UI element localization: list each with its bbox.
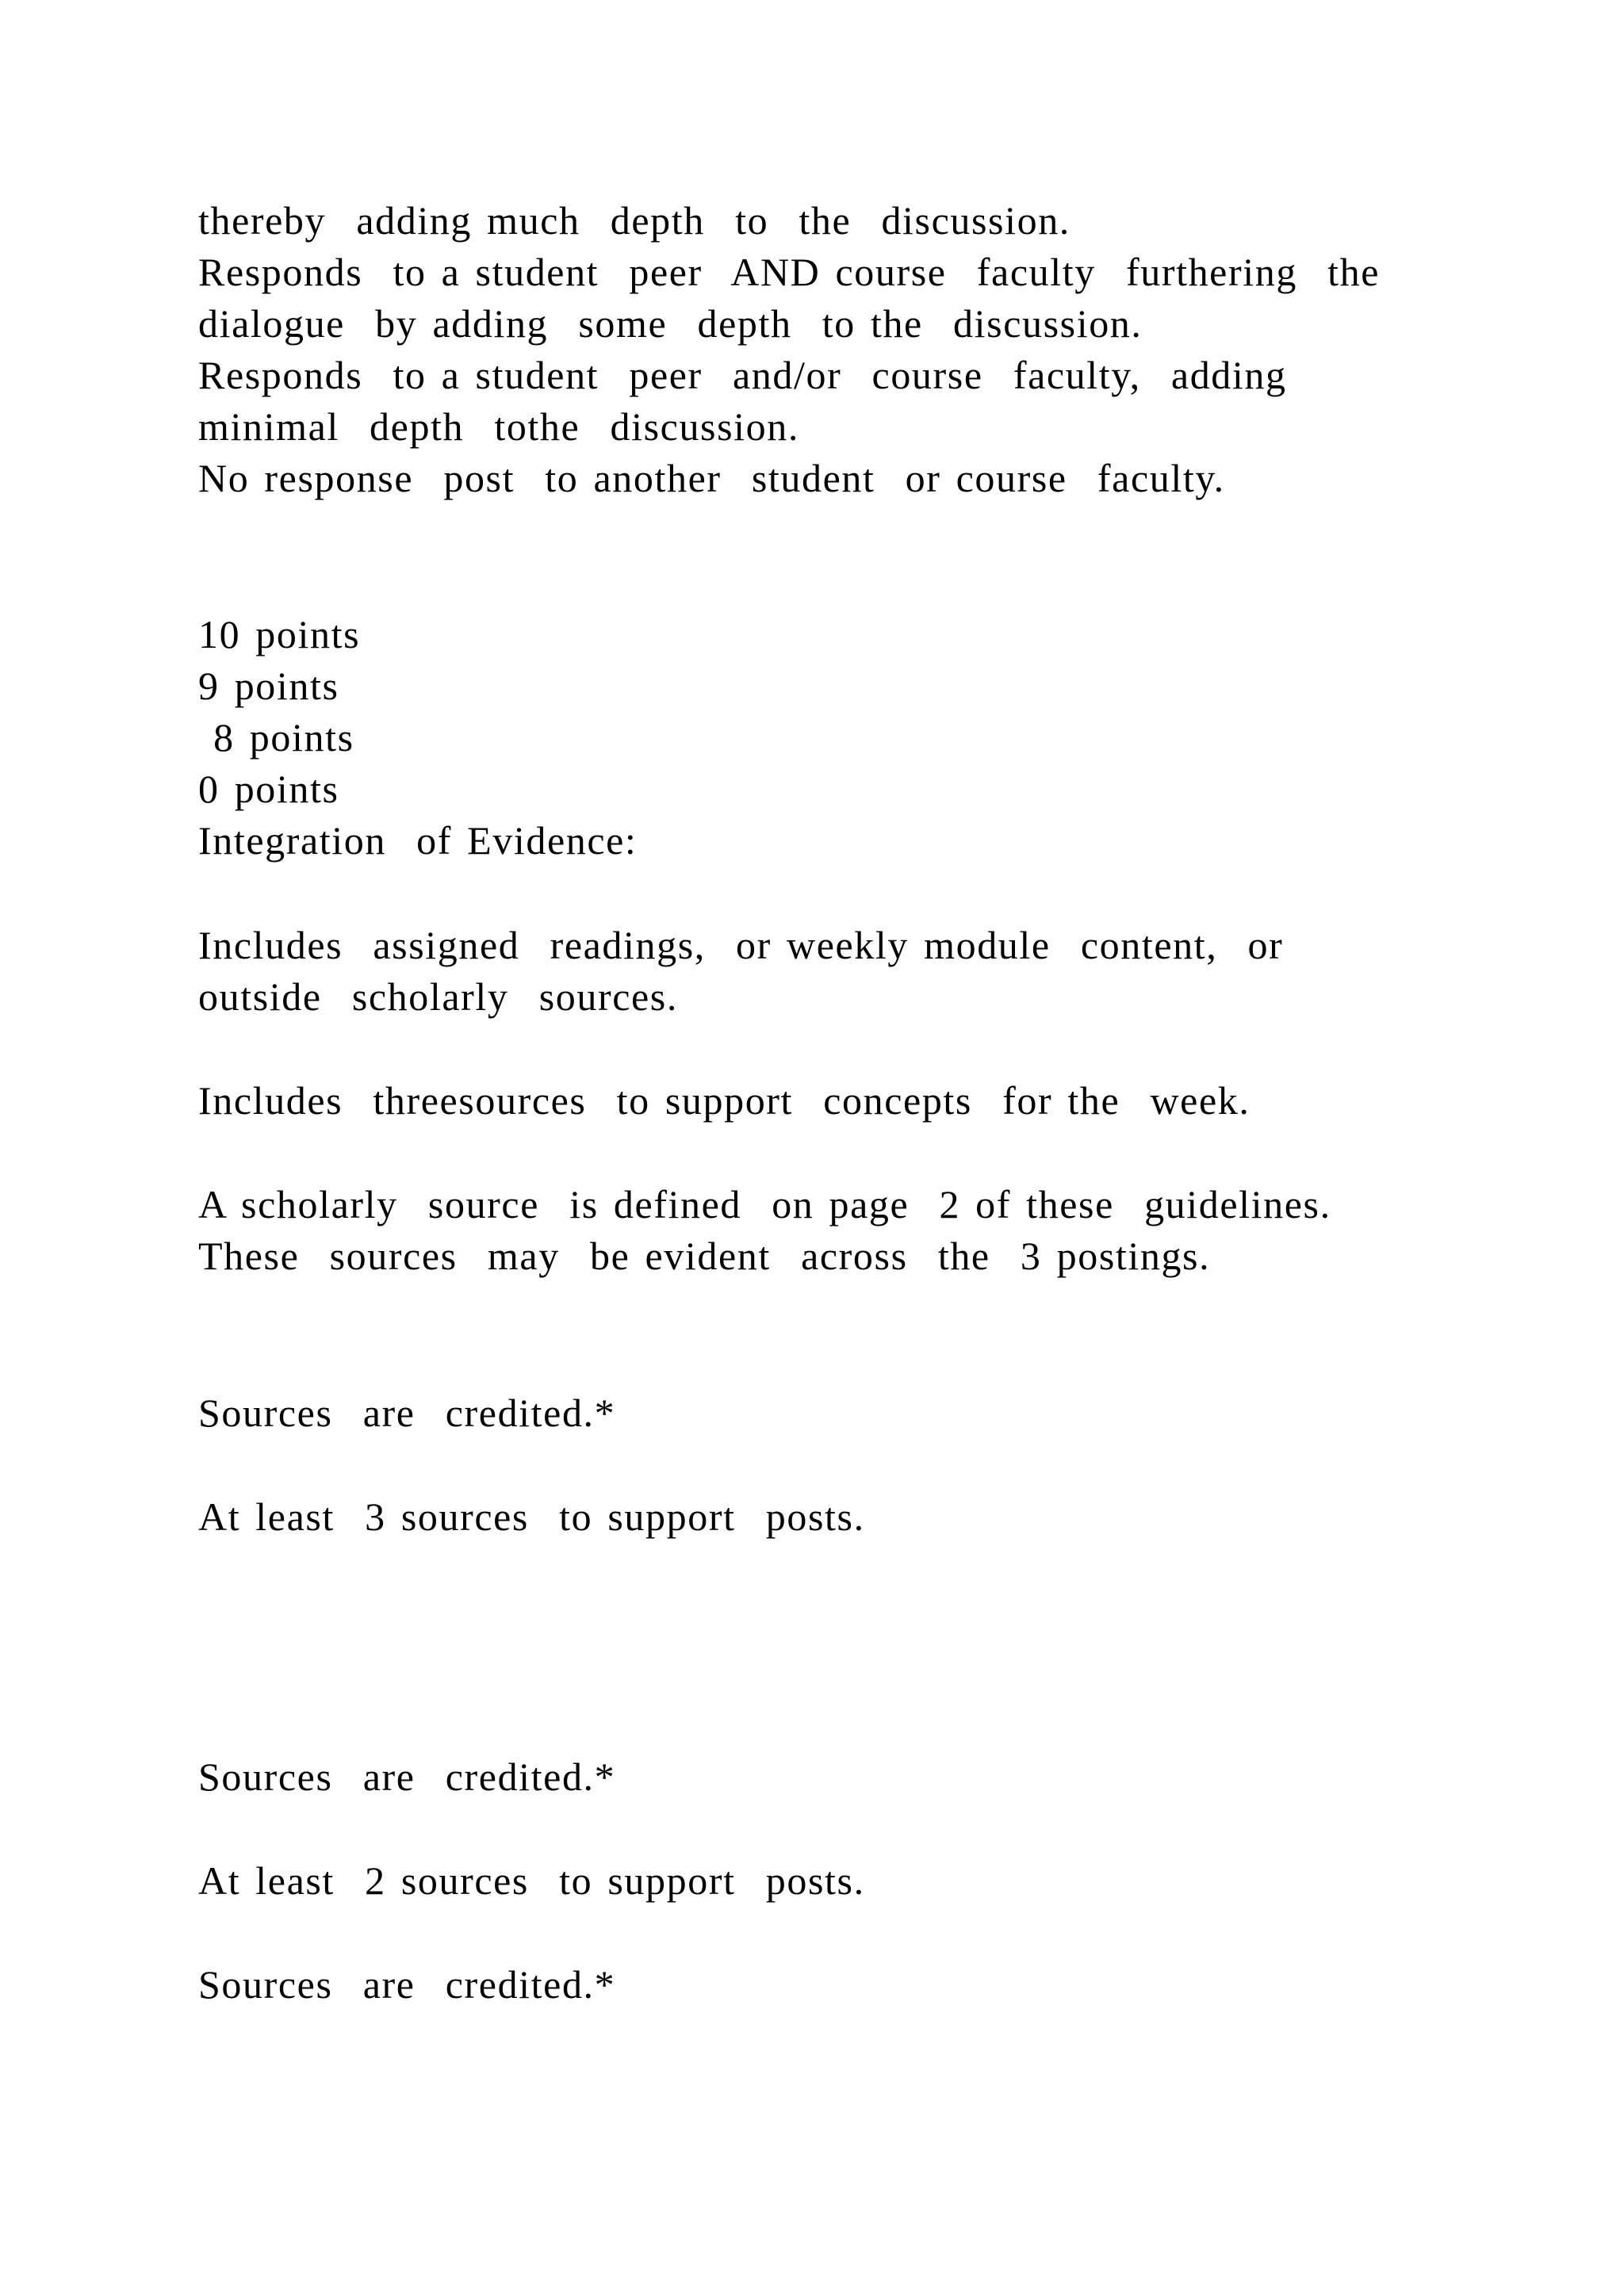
text-line: A scholarly source is defined on page 2 of these guidelines. xyxy=(198,1182,1331,1226)
text-line: Includes threesources to support concepts for the week. xyxy=(198,1078,1251,1123)
section-heading: Integration of Evidence: xyxy=(198,818,638,863)
text-line: Responds to a student peer and/or course faculty, adding xyxy=(198,353,1287,397)
text-line: At least 3 sources to support posts. xyxy=(198,1494,865,1539)
text-line: thereby adding much depth to the discussion. xyxy=(198,198,1071,243)
points-line: 0 points xyxy=(198,767,339,811)
text-line: Sources are credited.* xyxy=(198,1391,616,1435)
points-line: 8 points xyxy=(198,715,354,760)
text-line: Sources are credited.* xyxy=(198,1962,616,2007)
text-line: No response post to another student or course faculty. xyxy=(198,456,1225,500)
text-line: Responds to a student peer AND course faculty furthering the xyxy=(198,250,1380,294)
text-line: These sources may be evident across the 3 postings. xyxy=(198,1234,1211,1278)
text-line: Includes assigned readings, or weekly module content, or xyxy=(198,923,1284,967)
points-line: 9 points xyxy=(198,664,339,708)
text-line: At least 2 sources to support posts. xyxy=(198,1858,865,1903)
text-line: outside scholarly sources. xyxy=(198,974,678,1019)
text-line: Sources are credited.* xyxy=(198,1755,616,1799)
points-line: 10 points xyxy=(198,612,361,656)
text-line: minimal depth tothe discussion. xyxy=(198,404,799,449)
text-line: dialogue by adding some depth to the discussion. xyxy=(198,301,1143,346)
